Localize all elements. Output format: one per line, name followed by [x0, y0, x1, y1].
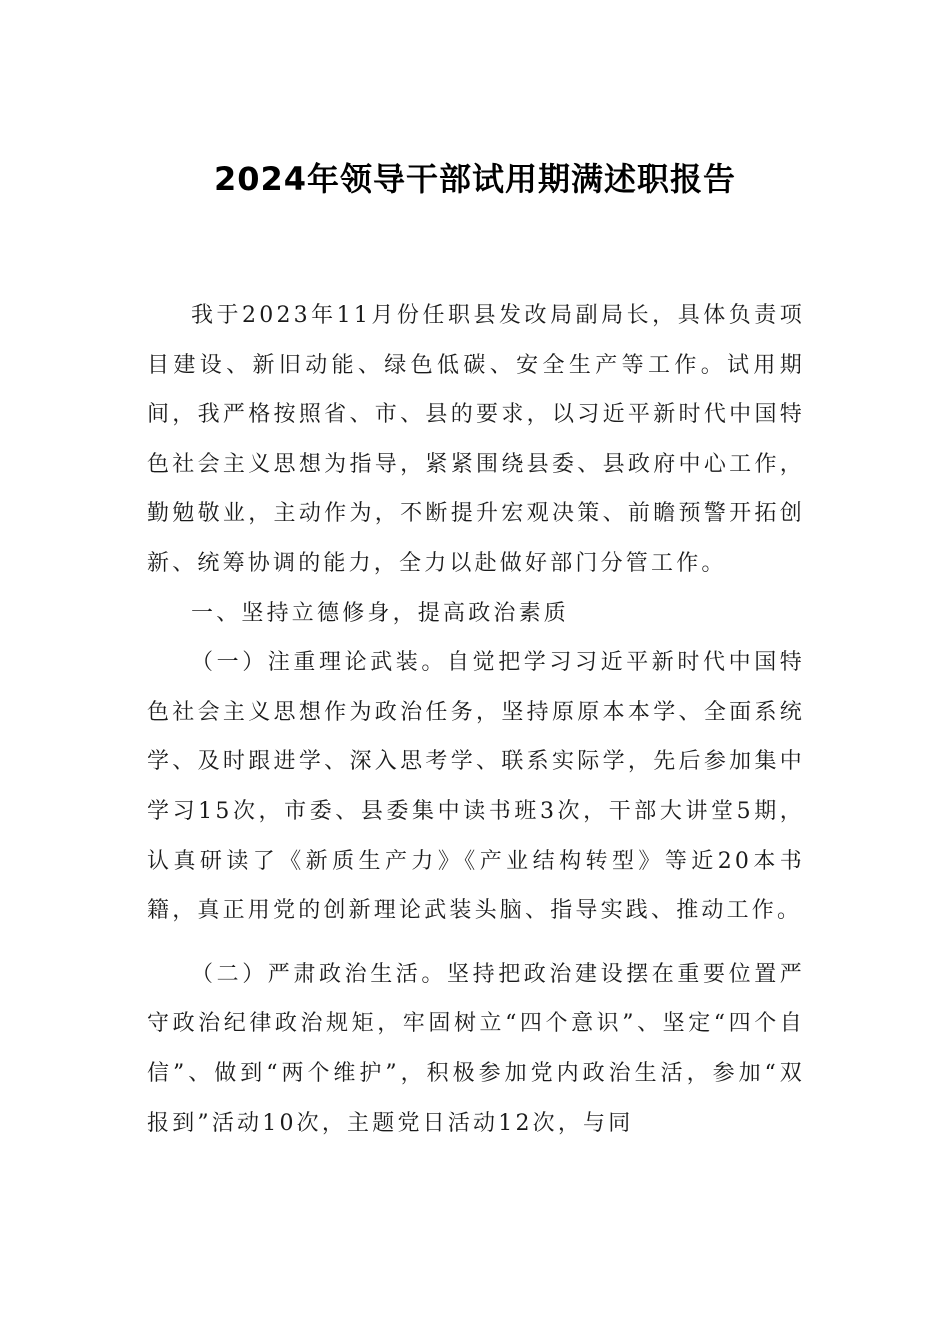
document-body: [147, 291, 805, 1148]
document-title: 2024年领导干部试用期满述职报告: [213, 160, 737, 198]
paragraph-theory: （一）注重理论武装。自觉把学习习近平新时代中国特色社会主义思想作为政治任务，坚持原原本本学、全面系统学、及时跟进学、深入思考学、联系实际学，先后参加集中学习15次，市委、县委集中读书班3次，干部大讲堂5期，认真研读了《新质生产力》《产业结构转型》等近20本书籍，真正用党的创新理论武装头脑、指导实践、推动工作。: [147, 650, 805, 924]
paragraph-intro: 我于2023年11月份任职县发改局副局长，具体负责项目建设、新旧动能、绿色低碳、安全生产等工作。试用期间，我严格按照省、市、县的要求，以习近平新时代中国特色社会主义思想为指导，紧紧围绕县委、县政府中心工作，勤勉敬业，主动作为，不断提升宏观决策、前瞻预警开拓创新、统筹协调的能力，全力以赴做好部门分管工作。: [147, 303, 805, 576]
paragraph-politics: （二）严肃政治生活。坚持把政治建设摆在重要位置严守政治纪律政治规矩，牢固树立“四个意识”、坚定“四个自信”、做到“两个维护”，积极参加党内政治生活，参加“双报到”活动10次，主题党日活动12次，与同: [147, 961, 805, 1136]
section-heading-1: 一、坚持立德修身，提高政治素质: [191, 600, 570, 626]
